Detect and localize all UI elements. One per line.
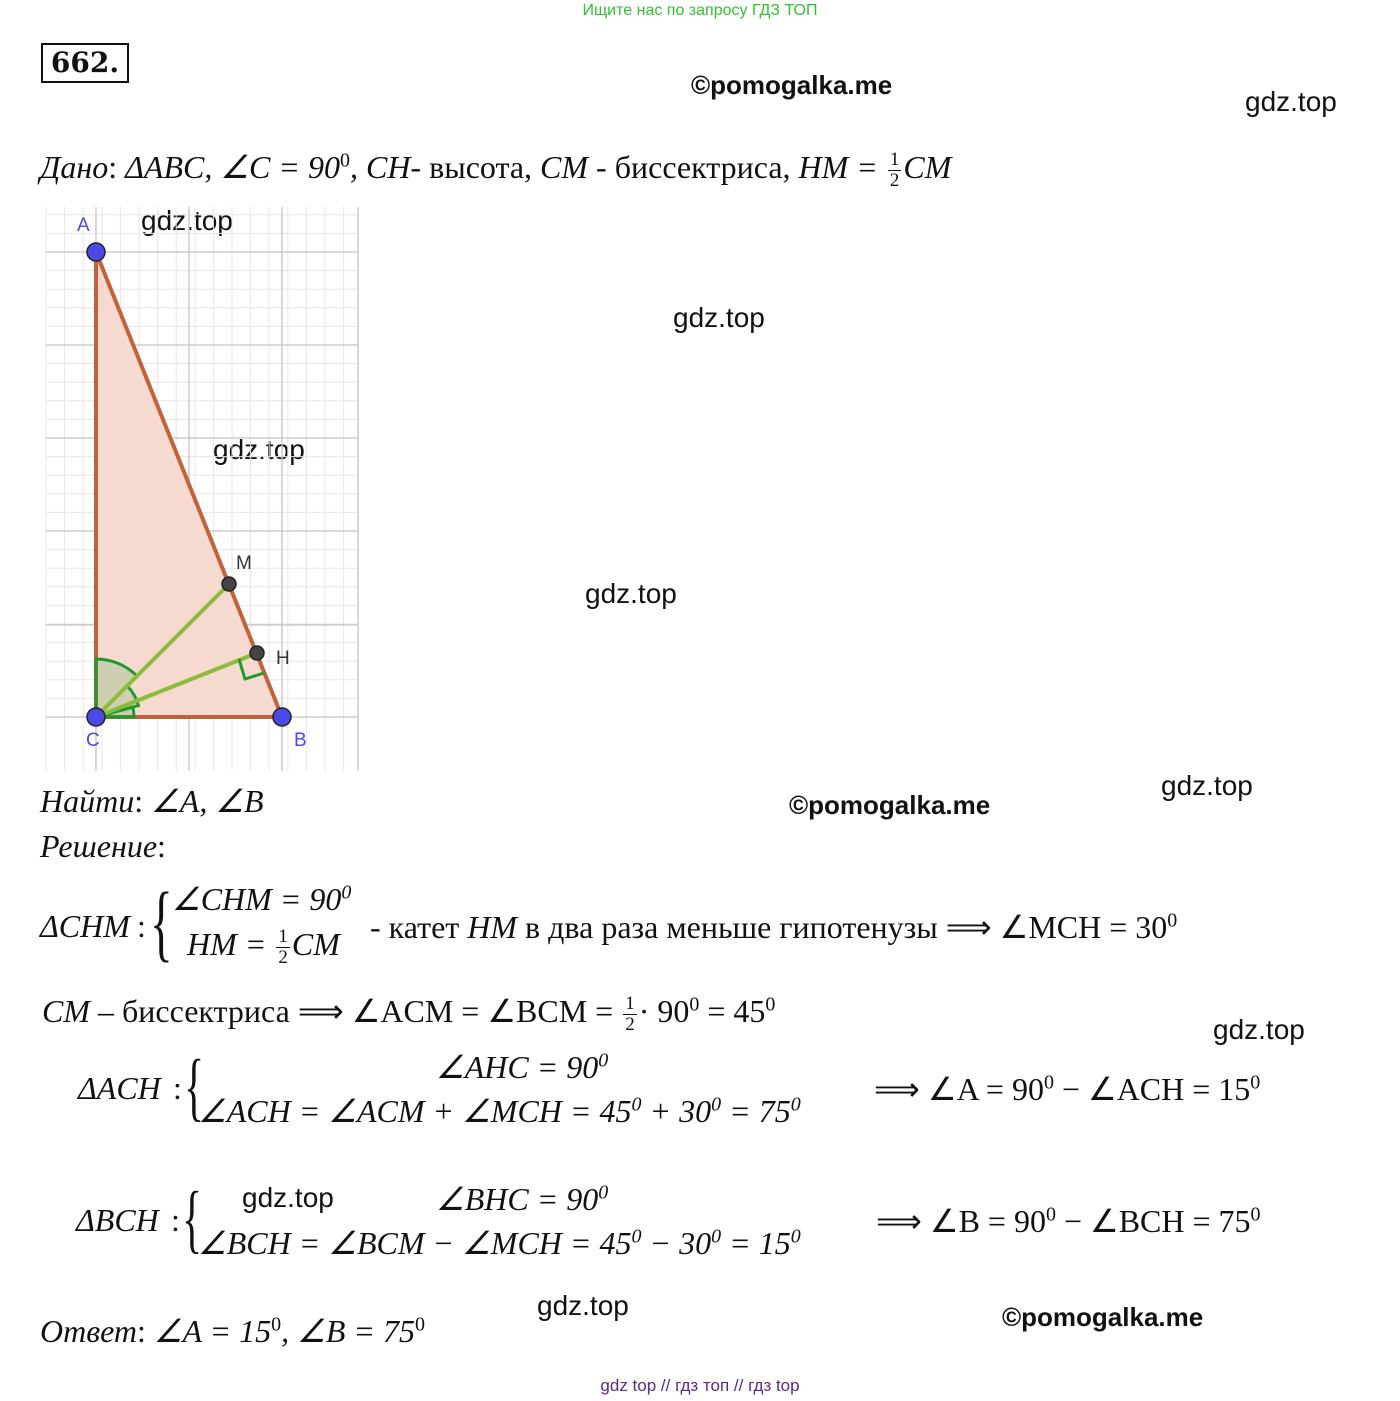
step-2: CM – биссектриса ⟹ ∠ACM = ∠BCM = $\frac{1}{2}$ · $90^0 = 45^0$ bbox=[42, 993, 776, 1036]
watermark-pomogalka: ©pomogalka.me bbox=[789, 790, 991, 820]
footer-links[interactable]: gdz top // гдз топ // гдз top bbox=[600, 1376, 800, 1395]
watermark-pomogalka: ©pomogalka.me bbox=[1002, 1302, 1204, 1332]
watermark-gdz: gdz.top bbox=[1213, 1014, 1305, 1045]
given-triangle: ΔABC, ∠C = 90 bbox=[125, 149, 340, 185]
watermark-gdz: gdz.top bbox=[141, 205, 233, 236]
label-m: M bbox=[236, 553, 252, 574]
label-a: A bbox=[77, 215, 90, 236]
point-m bbox=[222, 577, 236, 591]
label-b: B bbox=[294, 730, 307, 751]
problem-number: 662. bbox=[41, 43, 129, 83]
fraction-one-half: $\frac{1}{2}$ bbox=[889, 149, 900, 192]
watermark-gdz: gdz.top bbox=[537, 1290, 629, 1321]
point-c bbox=[87, 708, 105, 726]
find-line: Найти: ∠A, ∠B bbox=[40, 783, 264, 819]
watermark-gdz: gdz.top bbox=[673, 302, 765, 333]
find-label: Найти bbox=[40, 783, 135, 819]
step1-conclusion: - катет HM в два раза меньше гипотенузы ⟹ ∠MCH = $30^0$ bbox=[370, 909, 1178, 945]
point-a bbox=[87, 243, 105, 261]
triangle-figure bbox=[40, 205, 370, 775]
system-brace: { bbox=[184, 1045, 205, 1129]
solution-heading: Решение: bbox=[40, 828, 166, 864]
given-line: Дано: ΔABC, ∠C = $90^0$, CH- высота, CM - биссектриса, HM = $\frac{1}{2}$ CM bbox=[40, 149, 952, 192]
watermark-gdz: gdz.top bbox=[585, 578, 677, 609]
given-label: Дано bbox=[40, 149, 109, 185]
label-c: C bbox=[86, 730, 100, 751]
step-1: ΔCHM : { ∠CHM = $90^0$ HM = $\frac{1}{2}$ CM - катет HM в два раза меньше гипотенузы ⟹ ∠MCH = $30^0$ bbox=[40, 874, 1178, 970]
watermark-gdz: gdz.top bbox=[1245, 86, 1337, 117]
system-brace: { bbox=[182, 1177, 203, 1261]
step-3: ΔACH : { ∠AHC = $90^0$ ∠ACH = ∠ACM + ∠MCH = $45^0 + 30^0 = 75^0$ ⟹ ∠A = $90^0$ − ∠ACH = $15^0$ bbox=[78, 1050, 1358, 1150]
watermark-gdz: gdz.top bbox=[213, 434, 305, 465]
step4-result: ⟹ ∠B = $90^0$ − ∠BCH = $75^0$ bbox=[876, 1203, 1261, 1239]
watermark-pomogalka: ©pomogalka.me bbox=[691, 70, 893, 100]
step1-triangle: ΔCHM bbox=[40, 908, 130, 944]
step3-result: ⟹ ∠A = $90^0$ − ∠ACH = $15^0$ bbox=[874, 1071, 1261, 1107]
point-h bbox=[250, 646, 264, 660]
system-brace: { bbox=[150, 874, 173, 970]
watermark-gdz: gdz.top bbox=[242, 1182, 334, 1213]
step-4: ΔBCH : { ∠BHC = $90^0$ ∠BCH = ∠BCM − ∠MCH = $45^0 - 30^0 = 15^0$ ⟹ ∠B = $90^0$ − ∠BCH = $75^0$ bbox=[76, 1182, 1356, 1282]
answer-line: Ответ: ∠A = $15^0$, ∠B = $75^0$ bbox=[40, 1313, 425, 1349]
answer-label: Ответ bbox=[40, 1313, 137, 1349]
watermark-gdz: gdz.top bbox=[1161, 770, 1253, 801]
search-hint-link[interactable]: Ищите нас по запросу ГДЗ ТОП bbox=[582, 2, 818, 19]
label-h: H bbox=[276, 648, 290, 669]
point-b bbox=[273, 708, 291, 726]
